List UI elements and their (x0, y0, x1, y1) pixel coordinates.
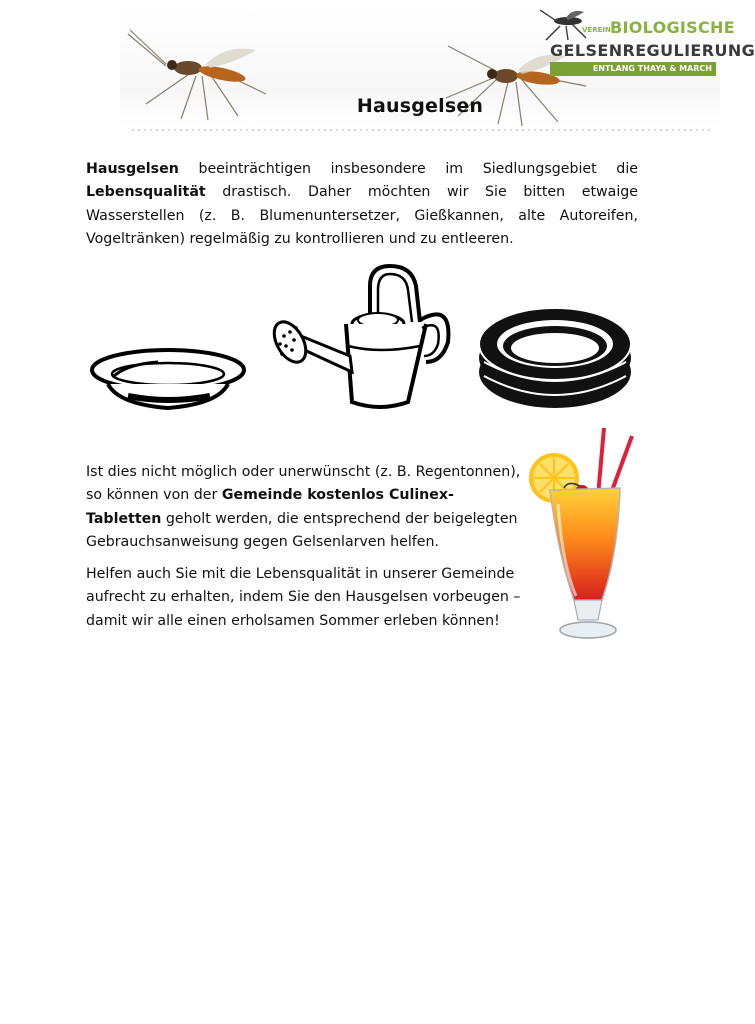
watering-can-illustration (270, 262, 460, 414)
tablets-text-2: geholt werden, die entsprechend der beigelegten Gebrauchsanweisung gegen Gelsenlarven helfen. (86, 510, 518, 551)
intro-text-1: beeinträchtigen insbesondere im Siedlungsgebiet die (178, 161, 638, 177)
intro-bold-hausgelsen: Hausgelsen (86, 161, 179, 177)
logo-verein: VEREIN (582, 26, 611, 34)
closing-paragraph: Helfen auch Sie mit die Lebensqualität in unserer Gemeinde aufrecht zu erhalten, indem Sie den Hausgelsen vorbeugen – damit wir alle einen erholsamen Sommer erleben können! (86, 566, 521, 629)
mosquito-logo-icon (538, 8, 598, 42)
page-title: Hausgelsen (356, 95, 484, 117)
organization-logo (538, 8, 755, 78)
tire-illustration (476, 300, 634, 412)
tablets-bold: Gemeinde kostenlos Culinex-Tabletten (86, 487, 454, 527)
logo-line2: GELSENREGULIERUNG (550, 41, 755, 60)
logo-line1: BIOLOGISCHE (610, 18, 735, 37)
intro-text-2: drastisch. Daher möchten wir Sie bitten etwaige Wasserstellen (z. B. Blumenuntersetzer, Gießkannen, alte Autoreifen, Vogeltränken) regelmäßig zu kontrollieren und zu entleeren. (86, 184, 638, 248)
saucer-illustration (88, 346, 250, 412)
dotted-divider (130, 128, 710, 132)
intro-paragraph (86, 158, 638, 252)
tablets-text-1: Ist dies nicht möglich oder unerwünscht (z. B. Regentonnen), so können von der (86, 464, 521, 504)
logo-bar: ENTLANG THAYA & MARCH (550, 62, 716, 76)
intro-bold-lebensqualitaet: Lebensqualität (86, 184, 206, 201)
tablets-paragraph (86, 461, 526, 555)
